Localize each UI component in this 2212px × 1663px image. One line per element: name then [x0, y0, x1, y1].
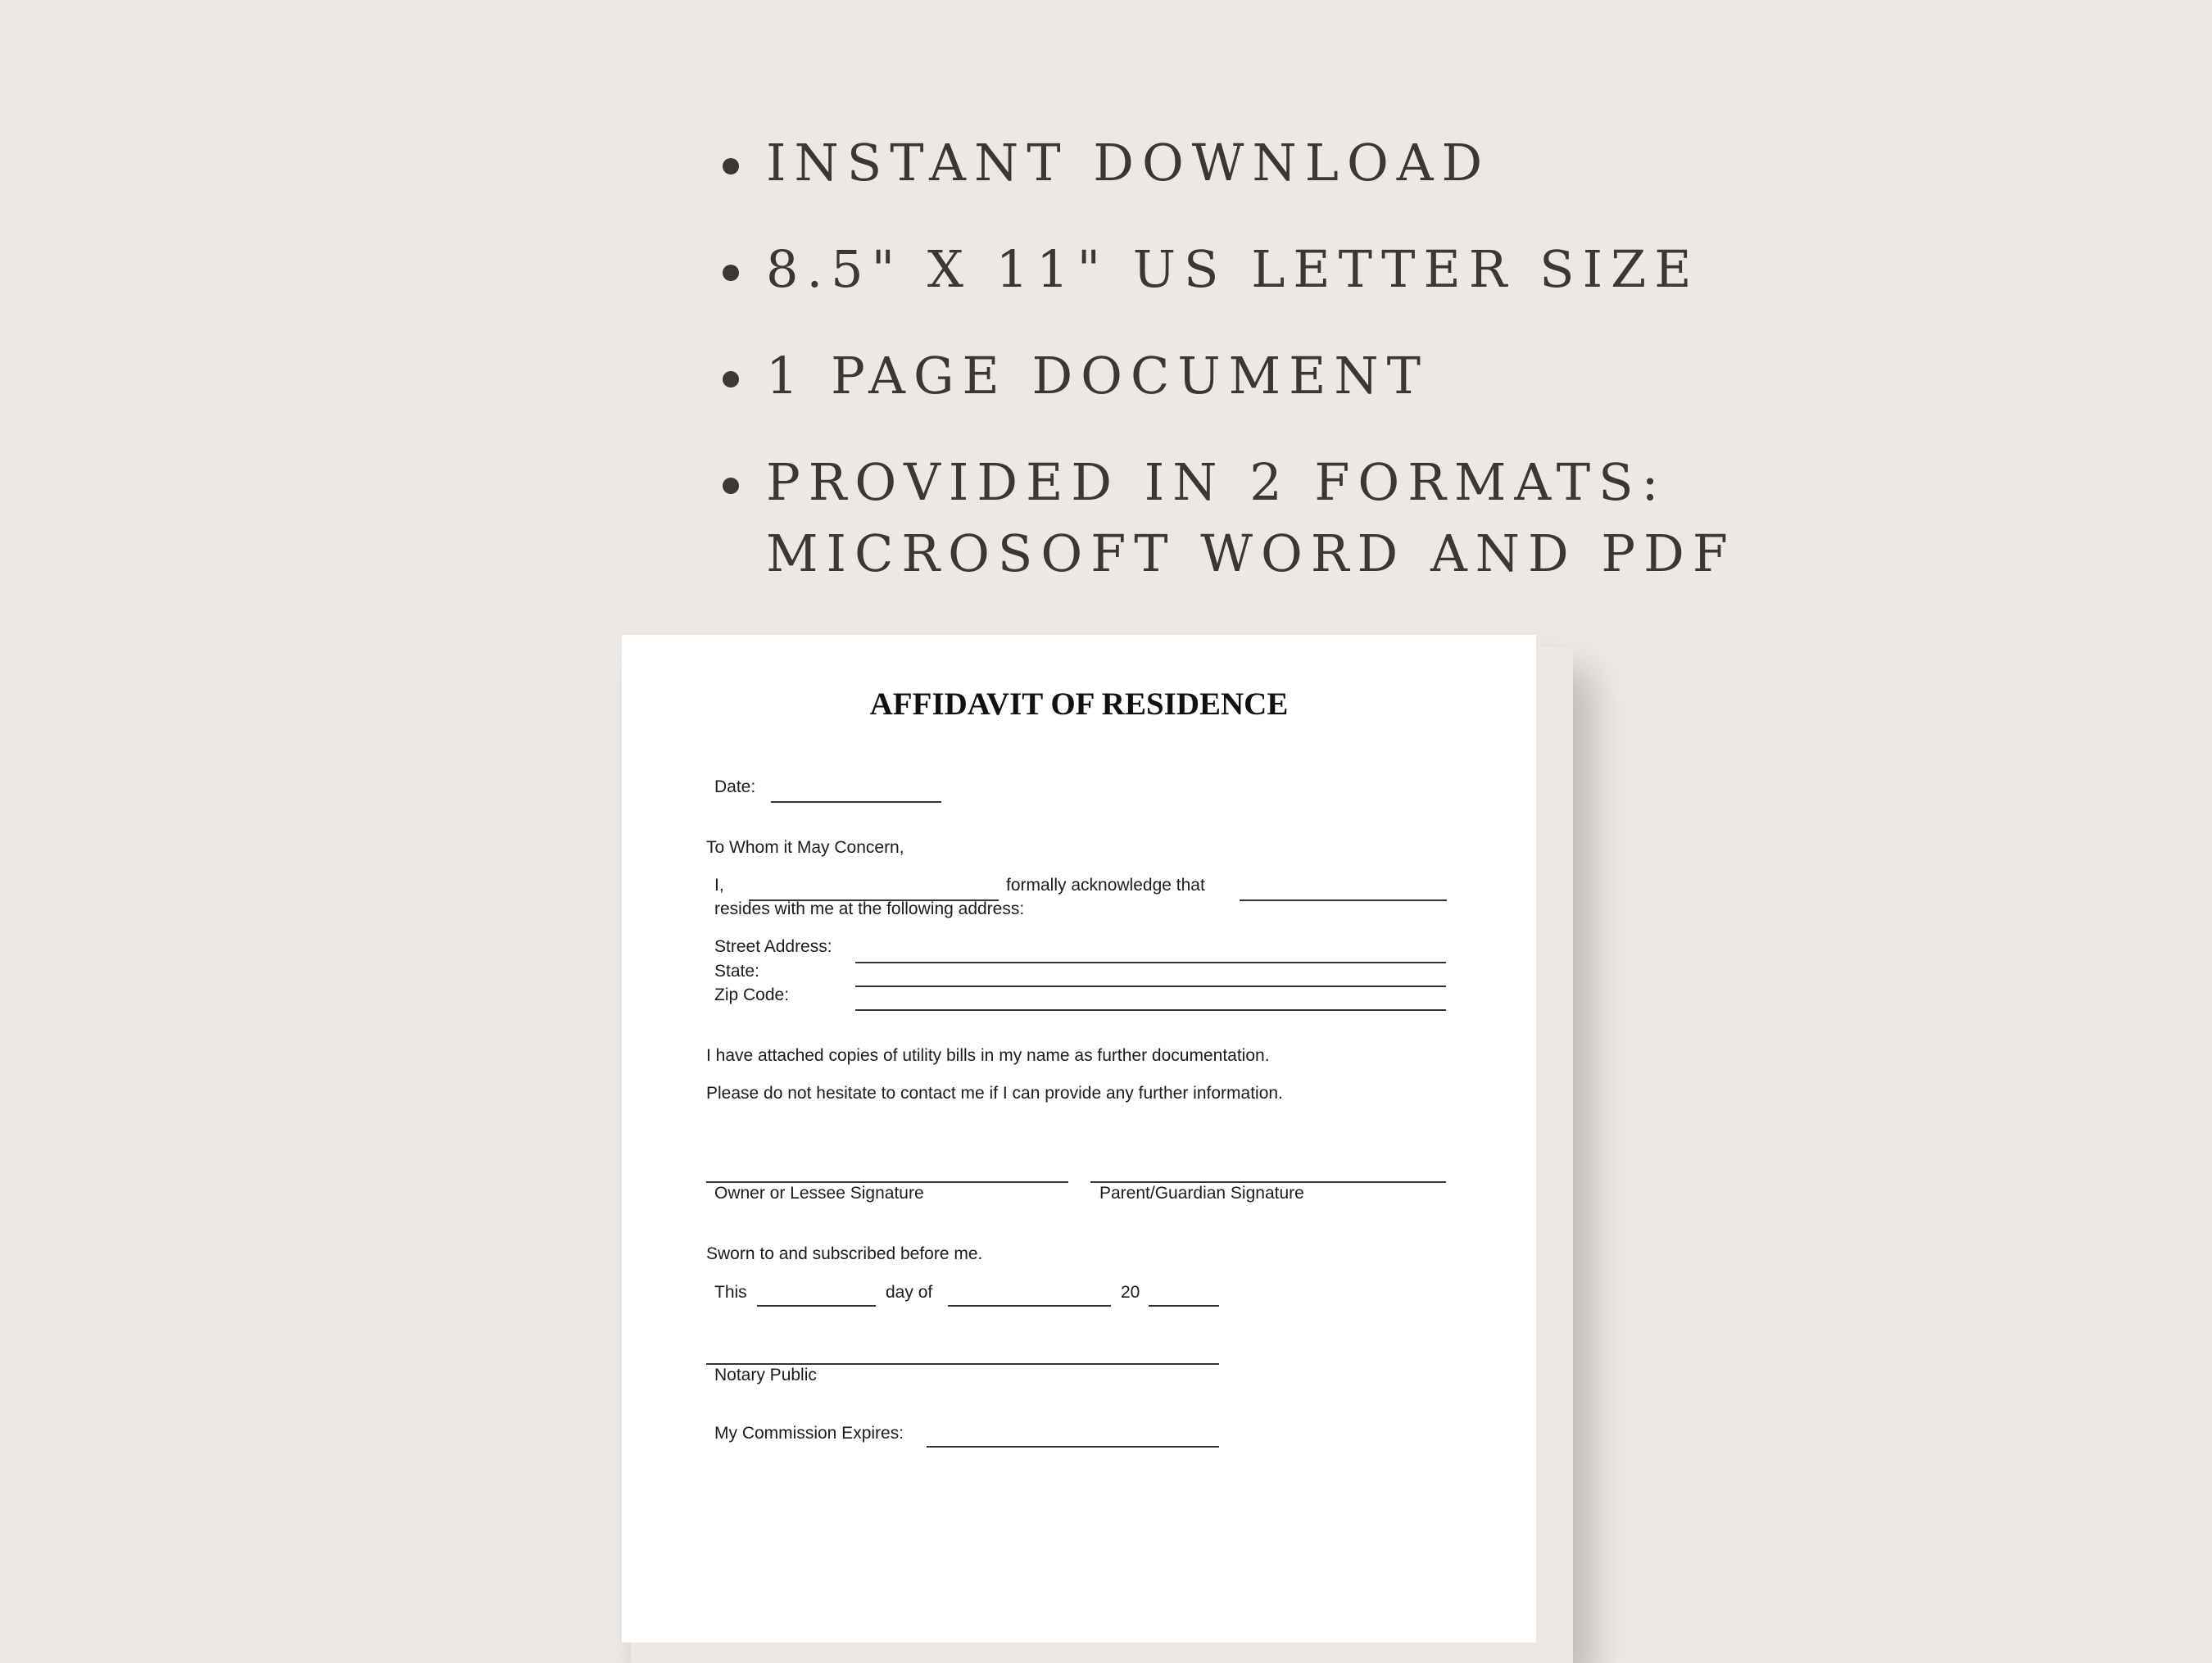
resident-name-line: [1240, 899, 1447, 901]
month-line: [948, 1305, 1111, 1307]
bullet-icon: [723, 371, 739, 387]
year-line: [1149, 1305, 1219, 1307]
this-label: This: [714, 1283, 747, 1302]
state-line: [855, 986, 1446, 987]
bullet-icon: [723, 265, 739, 281]
notary-label: Notary Public: [714, 1366, 817, 1384]
day-line: [757, 1305, 876, 1307]
street-address-label: Street Address:: [714, 937, 832, 956]
commission-label: My Commission Expires:: [714, 1424, 904, 1443]
commission-line: [927, 1446, 1219, 1448]
date-line: [771, 801, 941, 803]
contact-text: Please do not hesitate to contact me if I can provide any further information.: [706, 1084, 1283, 1103]
feature-list: [713, 127, 1736, 624]
zip-code-label: Zip Code:: [714, 986, 790, 1004]
acknowledge-text: formally acknowledge that: [1006, 876, 1205, 895]
i-label: I,: [714, 876, 724, 895]
resides-text: resides with me at the following address:: [714, 899, 1025, 918]
feature-item-page-count: [713, 340, 1736, 411]
owner-signature-label: Owner or Lessee Signature: [714, 1184, 924, 1203]
owner-signature-line: [706, 1181, 1068, 1183]
feature-item-instant-download: [713, 127, 1736, 198]
guardian-signature-line: [1090, 1181, 1446, 1183]
document-title: AFFIDAVIT OF RESIDENCE: [869, 686, 1289, 722]
zip-code-line: [855, 1009, 1446, 1011]
notary-signature-line: [706, 1363, 1219, 1365]
feature-item-formats: [713, 446, 1736, 589]
date-label: Date:: [714, 777, 756, 796]
guardian-signature-label: Parent/Guardian Signature: [1099, 1184, 1304, 1203]
greeting-text: To Whom it May Concern,: [706, 838, 904, 857]
feature-text: MICROSOFT WORD AND PDF: [766, 523, 1736, 583]
bullet-icon: [723, 478, 739, 494]
feature-text: 1 PAGE DOCUMENT: [766, 346, 1430, 406]
year-prefix: 20: [1121, 1283, 1140, 1302]
feature-text: 8.5" X 11" US LETTER SIZE: [766, 239, 1700, 299]
sworn-text: Sworn to and subscribed before me.: [706, 1244, 983, 1263]
bullet-icon: [723, 158, 739, 174]
state-label: State:: [714, 962, 759, 981]
street-address-line: [855, 962, 1446, 963]
utility-text: I have attached copies of utility bills in my name as further documentation.: [706, 1046, 1270, 1065]
feature-text: INSTANT DOWNLOAD: [766, 133, 1491, 193]
feature-text: PROVIDED IN 2 FORMATS:: [766, 452, 1667, 512]
feature-item-letter-size: [713, 233, 1736, 305]
document-preview: [622, 635, 1536, 1643]
day-of-label: day of: [886, 1283, 933, 1302]
